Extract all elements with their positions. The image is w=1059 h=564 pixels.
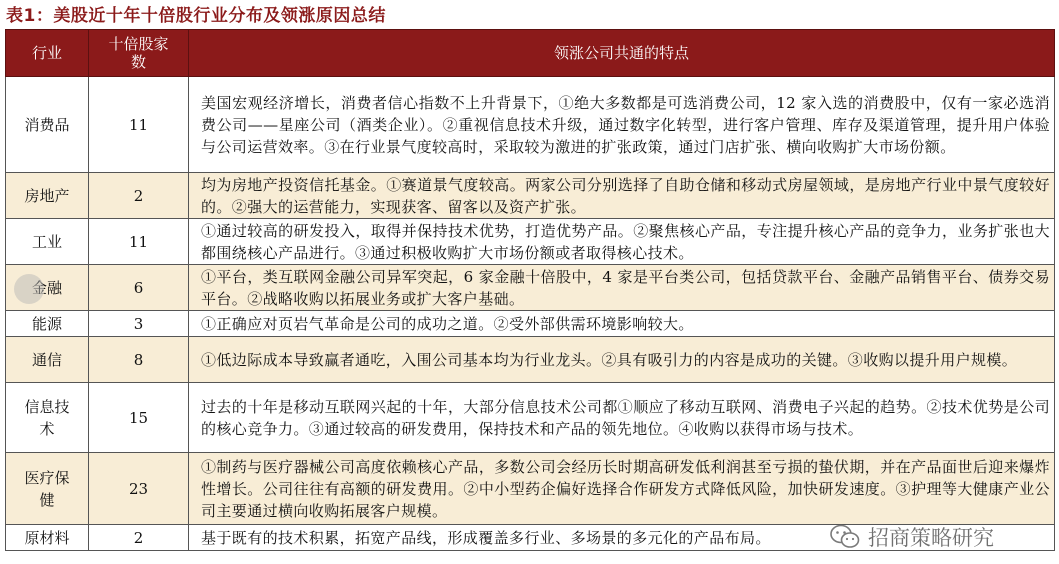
count-cell: 11 [89, 77, 189, 173]
table-title: 表1：美股近十年十倍股行业分布及领涨原因总结 [6, 6, 386, 26]
seal-mark [14, 274, 44, 304]
industry-table [5, 29, 1055, 551]
count-cell: 8 [89, 337, 189, 383]
industry-cell: 消费品 [6, 77, 89, 173]
industry-cell: 通信 [6, 337, 89, 383]
header-industry: 行业 [6, 30, 89, 77]
count-cell: 2 [89, 173, 189, 219]
industry-cell: 医疗保 健 [6, 453, 89, 525]
industry-cell: 原材料 [6, 525, 89, 551]
features-cell: ①低边际成本导致赢者通吃，入围公司基本均为行业龙头。②具有吸引力的内容是成功的关键。③收购以提升用户规模。 [189, 337, 1055, 383]
count-cell: 11 [89, 219, 189, 265]
table-row [6, 219, 1055, 265]
features-cell: 基于既有的技术积累，拓宽产品线，形成覆盖多行业、多场景的多元化的产品布局。 [189, 525, 1055, 551]
count-cell: 23 [89, 453, 189, 525]
header-features: 领涨公司共通的特点 [189, 30, 1055, 77]
features-cell: 均为房地产投资信托基金。①赛道景气度较高。两家公司分别选择了自助仓储和移动式房屋领域，是房地产行业中景气度较好的。②强大的运营能力，实现获客、留客以及资产扩张。 [189, 173, 1055, 219]
features-cell: ①制药与医疗器械公司高度依赖核心产品，多数公司会经历长时期高研发低利润甚至亏损的蛰伏期，并在产品面世后迎来爆炸性增长。公司往往有高额的研发费用。②中小型药企偏好选择合作研发方式降低风险，加快研发速度。③护理等大健康产业公司主要通过横向收购拓展客户规模。 [189, 453, 1055, 525]
table-row [6, 265, 1055, 311]
industry-cell: 工业 [6, 219, 89, 265]
features-cell: 过去的十年是移动互联网兴起的十年，大部分信息技术公司都①顺应了移动互联网、消费电子兴起的趋势。②技术优势是公司的核心竞争力。③通过较高的研发费用，保持技术和产品的领先地位。④收购以获得市场与技术。 [189, 383, 1055, 453]
industry-cell: 能源 [6, 311, 89, 337]
table-row [6, 77, 1055, 173]
table-row [6, 337, 1055, 383]
table-row [6, 383, 1055, 453]
watermark [830, 522, 994, 552]
features-cell: ①正确应对页岩气革命是公司的成功之道。②受外部供需环境影响较大。 [189, 311, 1055, 337]
count-cell: 6 [89, 265, 189, 311]
table-row [6, 311, 1055, 337]
table-row [6, 453, 1055, 525]
industry-cell: 信息技 术 [6, 383, 89, 453]
header-count: 十倍股家 数 [89, 30, 189, 77]
header-row [6, 30, 1055, 77]
wechat-icon [830, 524, 860, 550]
features-cell: ①通过较高的研发投入，取得并保持技术优势，打造优势产品。②聚焦核心产品，专注提升核心产品的竞争力，业务扩张也大都围绕核心产品进行。③通过积极收购扩大市场份额或者取得核心技术。 [189, 219, 1055, 265]
industry-cell: 房地产 [6, 173, 89, 219]
watermark-text: 招商策略研究 [868, 526, 994, 550]
count-cell: 2 [89, 525, 189, 551]
count-cell: 15 [89, 383, 189, 453]
table-row [6, 173, 1055, 219]
industry-cell: 金融 [6, 265, 89, 311]
features-cell: 美国宏观经济增长，消费者信心指数不上升背景下，①绝大多数都是可选消费公司，12 家入选的消费股中，仅有一家必选消费公司——星座公司（酒类企业）。②重视信息技术升级，通过数字化转型，进行客户管理、库存及渠道管理，提升用户体验与公司运营效率。③在行业景气度较高时，采取较为激进的扩张政策，通过门店扩张、横向收购扩大市场份额。 [189, 77, 1055, 173]
features-cell: ①平台，类互联网金融公司异军突起，6 家金融十倍股中，4 家是平台类公司，包括贷款平台、金融产品销售平台、债券交易平台。②战略收购以拓展业务或扩大客户基础。 [189, 265, 1055, 311]
count-cell: 3 [89, 311, 189, 337]
